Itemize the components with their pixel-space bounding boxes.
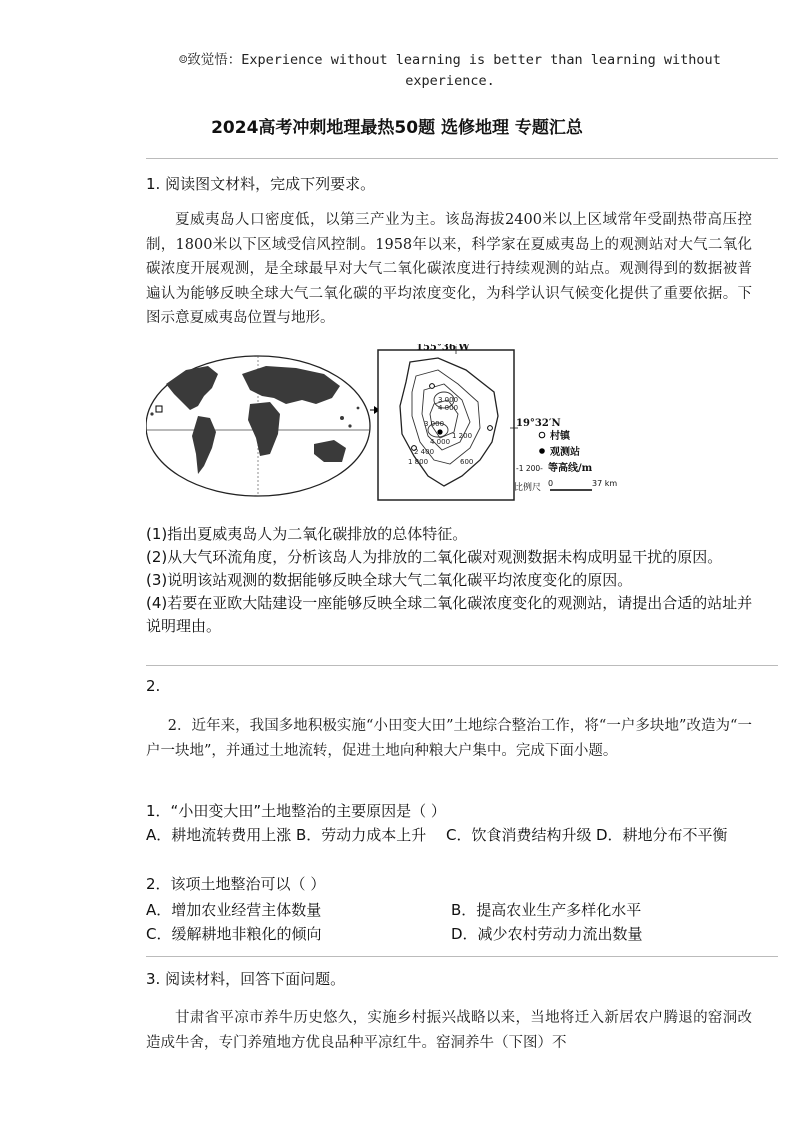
option-b[interactable]: B．提高农业生产多样化水平: [451, 901, 642, 919]
divider: [146, 158, 778, 159]
world-map: [146, 356, 370, 496]
option-c[interactable]: C．缓解耕地非粮化的倾向: [146, 925, 322, 943]
legend-contour: 等高线/m: [548, 463, 593, 474]
question-3-passage: 甘肃省平凉市养牛历史悠久，实施乡村振兴战略以来，当地将迁入新居农户腾退的窑洞改造成牛舍，专门养殖地方优良品种平凉红牛。窑洞养牛（下图）不: [146, 1010, 752, 1051]
question-1-heading: 1. 阅读图文材料，完成下列要求。: [146, 175, 376, 193]
subquestion-1-stem: 1．“小田变大田”土地整治的主要原因是（ ）: [146, 802, 446, 820]
option-c[interactable]: C．饮食消费结构升级: [446, 826, 592, 844]
station-legend-icon: [539, 448, 545, 454]
hawaii-location-map: [146, 344, 746, 508]
subquestion: (4)若要在亚欧大陆建设一座能够反映全球二氧化碳浓度变化的观测站，请提出合适的站址并说明理由。: [146, 594, 753, 635]
scale-label: 比例尺: [514, 483, 542, 493]
subquestion: (1)指出夏威夷岛人为二氧化碳排放的总体特征。: [146, 525, 468, 543]
contour-label: 4 000: [438, 404, 459, 412]
contour-label: 3 000: [438, 396, 459, 404]
option-b[interactable]: B．劳动力成本上升: [296, 826, 427, 844]
question-1-passage: 夏威夷岛人口密度低，以第三产业为主。该岛海拔2400米以上区域常年受副热带高压控制，1800米以下区域受信风控制。1958年以来，科学家在夏威夷岛上的观测站对大气二氧化碳浓度开展观测，是全球最早对大气二氧化碳浓度进行持续观测的站点。观测得到的数据被普遍认为能够反映全球大气二氧化碳的平均浓度变化，为科学认识气候变化提供了重要依据。下图示意夏威夷岛位置与地形。: [146, 212, 752, 326]
hawaii-inset: [378, 346, 518, 500]
legend-village: 村镇: [550, 431, 570, 442]
question-2-passage: 2．近年来，我国多地积极实施“小田变大田”土地综合整治工作，将“一户多块地”改造为“一户一块地”，并通过土地流转，促进土地向种粮大户集中。完成下面小题。: [146, 718, 752, 759]
subquestion-2-options: [146, 898, 756, 946]
longitude-label: 155°36′W: [416, 344, 470, 353]
option-d[interactable]: D．耕地分布不平衡: [596, 826, 728, 844]
question-2-heading: 2.: [146, 677, 161, 695]
subquestion: (3)说明该站观测的数据能够反映全球大气二氧化碳平均浓度变化的原因。: [146, 571, 633, 589]
question-1-subquestions: [146, 523, 756, 638]
page-title: 2024高考冲刺地理最热50题 选修地理 专题汇总: [211, 118, 583, 138]
legend-contour-sample: -1 200-: [516, 464, 543, 473]
contour-label: 2 400: [414, 448, 435, 456]
contour-label: 4 000: [430, 438, 451, 446]
village-legend-icon: [539, 432, 545, 438]
contour-label: 1 200: [452, 432, 473, 440]
option-a[interactable]: A．增加农业经营主体数量: [146, 901, 322, 919]
subquestion-2-stem: 2．该项土地整治可以（ ）: [146, 875, 326, 893]
scale-end: 37 km: [592, 479, 618, 488]
motto: ☺致觉悟：Experience without learning is better than learning without experience.: [179, 52, 721, 89]
subquestion-1-options: [146, 824, 756, 847]
legend-station: 观测站: [550, 447, 580, 458]
contour-label: 3 000: [424, 420, 445, 428]
subquestion: (2)从大气环流角度，分析该岛人为排放的二氧化碳对观测数据未构成明显干扰的原因。: [146, 548, 723, 566]
latitude-label: 19°32′N: [516, 418, 561, 429]
option-a[interactable]: A．耕地流转费用上涨: [146, 826, 292, 844]
option-d[interactable]: D．减少农村劳动力流出数量: [451, 925, 643, 943]
divider: [146, 956, 778, 957]
question-3-heading: 3. 阅读材料，回答下面问题。: [146, 970, 346, 988]
hawaii-figure: [146, 344, 746, 508]
divider: [146, 665, 778, 666]
contour-label: 1 800: [408, 458, 429, 466]
scale-zero: 0: [548, 479, 554, 488]
contour-label: 600: [460, 458, 474, 466]
